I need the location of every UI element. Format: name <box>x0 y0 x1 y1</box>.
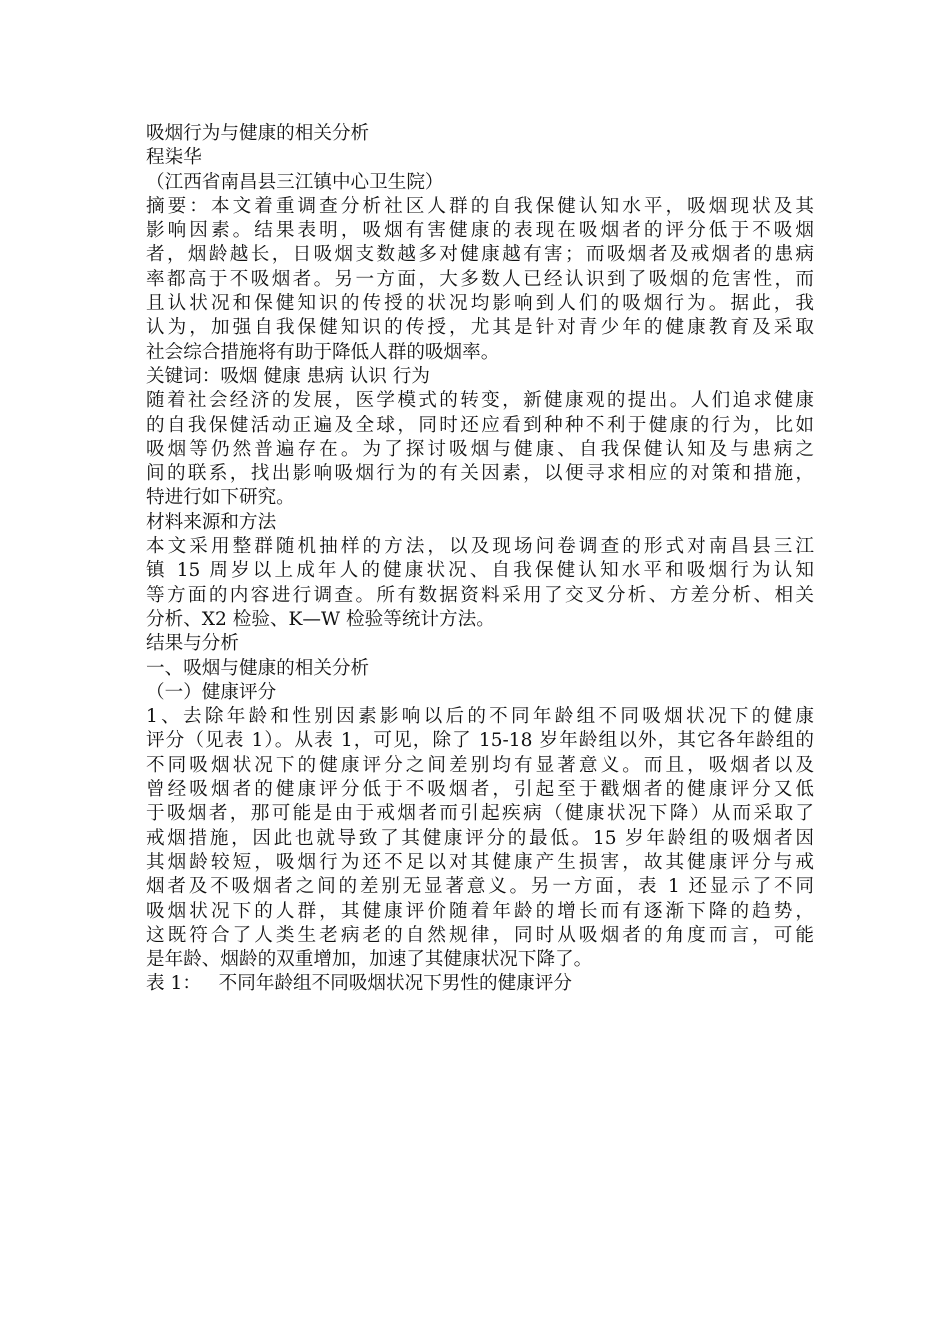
results-line: 1、去除年龄和性别因素影响以后的不同年龄组不同吸烟状况下的健康 <box>146 706 814 728</box>
results-line: 这既符合了人类生老病老的自然规律，同时从吸烟者的角度而言，可能 <box>146 924 814 946</box>
section-heading: 一、吸烟与健康的相关分析 <box>146 657 370 679</box>
results-line: 不同吸烟状况下的健康评分之间差别均有显著意义。而且，吸烟者以及 <box>146 754 814 776</box>
abstract-line: 者，烟龄越长，日吸烟支数越多对健康越有害；而吸烟者及戒烟者的患病 <box>146 244 814 266</box>
methods-line: 本文采用整群随机抽样的方法，以及现场问卷调查的形式对南昌县三江 <box>146 536 814 558</box>
results-line: 戒烟措施，因此也就导致了其健康评分的最低。15 岁年龄组的吸烟者因 <box>146 827 814 849</box>
results-line: 吸烟状况下的人群，其健康评价随着年龄的增长而有逐渐下降的趋势， <box>146 900 814 922</box>
methods-line: 分析、X2 检验、K—W 检验等统计方法。 <box>146 608 495 630</box>
intro-line: 特进行如下研究。 <box>146 487 295 509</box>
abstract-paragraph <box>146 195 814 365</box>
document-page <box>146 122 814 997</box>
keywords-line: 关键词：吸烟 健康 患病 认识 行为 <box>146 365 430 387</box>
abstract-line: 影响因素。结果表明，吸烟有害健康的表现在吸烟者的评分低于不吸烟 <box>146 220 814 242</box>
results-line: 于吸烟者，那可能是由于戒烟者而引起疾病（健康状况下降）从而采取了 <box>146 803 814 825</box>
results-line: 烟者及不吸烟者之间的差别无显著意义。另一方面，表 1 还显示了不同 <box>146 876 814 898</box>
methods-heading: 材料来源和方法 <box>146 511 277 533</box>
subsection-heading: （一）健康评分 <box>146 681 277 703</box>
results-line: 曾经吸烟者的健康评分低于不吸烟者，引起至于戳烟者的健康评分又低 <box>146 779 814 801</box>
abstract-line: 认为，加强自我保健知识的传授，尤其是针对青少年的健康教育及采取 <box>146 317 814 339</box>
article-title: 吸烟行为与健康的相关分析 <box>146 123 370 144</box>
results-paragraph <box>146 705 814 972</box>
table-caption: 表 1： 不同年龄组不同吸烟状况下男性的健康评分 <box>146 973 572 995</box>
intro-paragraph <box>146 389 814 510</box>
methods-paragraph <box>146 535 814 632</box>
intro-line: 间的联系，找出影响吸烟行为的有关因素，以便寻求相应的对策和措施， <box>146 463 814 485</box>
intro-line: 随着社会经济的发展，医学模式的转变，新健康观的提出。人们追求健康 <box>146 390 814 412</box>
results-line: 其烟龄较短，吸烟行为还不足以对其健康产生损害，故其健康评分与戒 <box>146 851 814 873</box>
abstract-line: 社会综合措施将有助于降低人群的吸烟率。 <box>146 341 500 363</box>
methods-line: 镇 15 周岁以上成年人的健康状况、自我保健认知水平和吸烟行为认知 <box>146 560 814 582</box>
results-heading: 结果与分析 <box>146 633 239 655</box>
methods-line: 等方面的内容进行调查。所有数据资料采用了交叉分析、方差分析、相关 <box>146 584 814 606</box>
intro-line: 的自我保健活动正遍及全球，同时还应看到种种不利于健康的行为，比如 <box>146 414 814 436</box>
results-line: 是年龄、烟龄的双重增加，加速了其健康状况下降了。 <box>146 949 593 971</box>
abstract-line: 且认状况和保健知识的传授的状况均影响到人们的吸烟行为。据此，我 <box>146 293 814 315</box>
intro-line: 吸烟等仍然普遍存在。为了探讨吸烟与健康、自我保健认知及与患病之 <box>146 438 814 460</box>
results-line: 评分（见表 1）。从表 1，可见，除了 15-18 岁年龄组以外，其它各年龄组的 <box>146 730 814 752</box>
abstract-line: 率都高于不吸烟者。另一方面，大多数人已经认识到了吸烟的危害性，而 <box>146 268 814 290</box>
author-name: 程柒华 <box>146 147 202 169</box>
abstract-line: 摘要：本文着重调查分析社区人群的自我保健认知水平，吸烟现状及其 <box>146 195 814 217</box>
author-affiliation: （江西省南昌县三江镇中心卫生院） <box>146 171 444 193</box>
